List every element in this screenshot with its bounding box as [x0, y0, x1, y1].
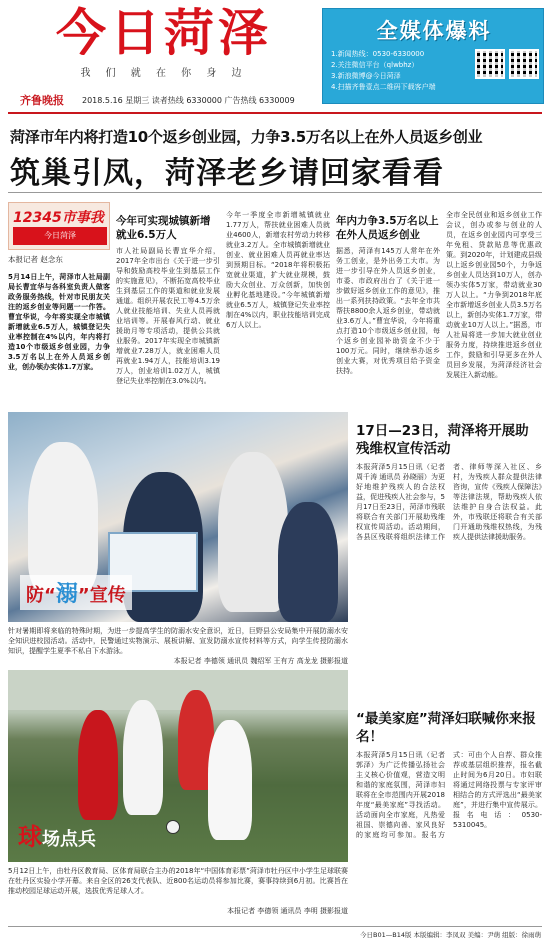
divider: [8, 112, 542, 114]
photo-title-part: 场点兵: [42, 829, 96, 850]
story-column: 今年一季度全市新增城镇就业1.77万人，帮扶就业困难人员就业4600人，新增农村劳动力转移就业3.2万人。全市城镇新增就业创业、就业困难人员再就业率达到预期目标。“2018年将积极拓宽就业渠道，扩大就业规模，鼓励大众创业、万众创新，加快创业孵化基地建设。”今年城镇新增就业6.5万人，城镇登记失业率控制在4%以内，职业技能培训完成6万人以上。: [226, 211, 330, 329]
photo-figure: [28, 442, 98, 592]
media-item: 3.新浪微博@今日菏泽: [331, 72, 401, 80]
media-item: 2.关注微信平台（qlwbhz）: [331, 61, 419, 69]
masthead: [0, 0, 550, 112]
newspaper-slogan: 我 们 就 在 你 身 边: [80, 68, 248, 79]
photo-figure: [78, 710, 118, 820]
main-headline: 筑巢引凤，菏泽老乡请回家看看: [10, 156, 444, 191]
photo-anti-drowning: [8, 412, 348, 622]
photo-title: [20, 575, 132, 610]
qr-code-icon: [475, 49, 505, 79]
media-item: 1.新闻热线：0530-6330000: [331, 50, 425, 58]
qr-code-icon: [509, 49, 539, 79]
photo-title-highlight: 球: [18, 823, 42, 851]
photo-background: [8, 670, 348, 710]
story-column: 据悉，菏泽有145万人常年在外务工创业，是外出务工大市。为进一步引导在外人员返乡创业，市委、市政府出台了《关于进一步做好返乡创业工作的意见》，推出一系列扶持政策。“去年全市共帮扶8800余人返乡创业，带动就业3.6万人。”曹宜华说，今年将重点打造10个市级返乡创业园，每个返乡创业园补助资金不少于100万元。同时，继续举办返乡创业大赛，对优秀项目给予资金扶持。: [336, 247, 440, 375]
story-column: 全市全民创业和返乡创业工作会议，创办或参与创业的人员，在返乡创业园内可享受三年免租、贷款贴息等优惠政策。到2020年，计划建成县级以上返乡创业园50个，力争返乡创业人员达到10万人，创办领办实体5万家，带动就业30万人以上。“力争到2018年底全市新增返乡创业人员3.5万名以上，新创办实体1.7万家，带动就业10万人以上。”据悉，市人社局将进一步加大就业创业服务力度，持续推进返乡创业工作，鼓励和引导更多在外人员回乡发展，为菏泽经济社会发展注入新动能。: [446, 211, 542, 379]
issue-info: 2018.5.16 星期三 读者热线 6330000 广告热线 6330009: [82, 96, 295, 105]
byline: 本报记者 赵念东: [8, 255, 63, 264]
page-footer: 今日B01—B14版 本版编辑：李凤双 美编：尹萌 组版：徐雨萌: [360, 931, 542, 939]
headline-kicker: 菏泽市年内将打造10个返乡创业园，力争3.5万名以上在外人员返乡创业: [10, 128, 483, 146]
story-body: 本报菏泽5月15日讯（记者 周千涛 通讯员 孙晓丽）为更好地维护残疾人的合法权益，促进残疾人社会参与，5月17日至23日，菏泽市残联将联合有关部门开展助残维权宣传周活动。活动期间，各县区残联将组织法律工作者、律师等深入社区、乡村，为残疾人群众提供法律咨询，宣传《残疾人保障法》等法律法规，帮助残疾人依法维护自身合法权益。此外，市残联还将联合有关部门开通助残维权热线，为残疾人提供法律援助服务。: [356, 463, 542, 541]
divider: [8, 926, 542, 927]
story-subhead: 年内力争3.5万名以上在外人员返乡创业: [336, 215, 439, 241]
media-box-title: 全媒体爆料: [376, 19, 492, 43]
photo-caption: 针对暑期即将来临的特殊时期，为进一步提高学生的防溺水安全意识，近日，巨野县公安局集中开展防溺水安全知识进校园活动。活动中，民警通过实物演示、展板讲解、宣发防溺水宣传材料等方式，向学生传授防溺水知识，提醒学生夏季不私自下水游泳。: [8, 627, 348, 655]
story-subhead: 今年可实现城镇新增就业6.5万人: [116, 215, 211, 241]
hotline-sub: 今日菏泽: [13, 227, 107, 245]
photo-caption: 5月12日上午，由牡丹区教育局、区体育局联合主办的2018年“中国体育彩票”菏泽市牡丹区中小学生足球联赛在牡丹区实验小学开幕。来自全区的26支代表队、近800名运动员将参加比赛，赛事持续到6月初。比赛旨在推动校园足球运动开展，选拔优秀足球人才。: [8, 867, 348, 895]
photo-figure: [123, 700, 163, 815]
story-headline: “最美家庭”菏泽妇联喊你来报名！: [356, 711, 536, 745]
photo-figure: [278, 502, 338, 622]
photo-title-highlight: 溺: [55, 582, 78, 607]
story-lead-paragraph: 5月14日上午，菏泽市人社局副局长曹宜华与各科室负责人做客政务服务热线，针对市民朋友关注的返乡创业等问题一一作答。曹宜华说，今年将实现全市城镇新增就业6.5万人，城镇登记失业率控制在4%以内，年内将打造10个市级返乡创业园，力争3.5万名以上在外人员返乡创业，创办领办实体1.7万家。: [8, 273, 110, 371]
photo-credit: 本报记者 李德领 通讯员 李明 摄影报道: [227, 907, 348, 915]
media-item: 4.扫描齐鲁壹点二维码下载客户端: [331, 83, 436, 91]
newspaper-title: 今日菏泽: [56, 4, 272, 62]
photo-title-part: 防“: [26, 585, 56, 606]
photo-figure: [208, 720, 252, 840]
story-headline: 17日—23日，菏泽将开展助残维权宣传活动: [356, 423, 529, 457]
media-box-list: [331, 49, 471, 93]
brand-logo-text: 齐鲁晚报: [20, 94, 64, 107]
photo-football: [8, 670, 348, 862]
media-tipoff-box: [322, 8, 544, 104]
story-body: 本报菏泽5月15日讯（记者 郭泽）为广泛传播弘扬社会主义核心价值观，营造文明和谐的家庭氛围，菏泽市妇联将在全市范围内开展2018年度“最美家庭”寻找活动。活动面向全市家庭，凡热爱祖国、崇德向善、家风良好的家庭均可参加。报名方式：可由个人自荐、群众推荐或基层组织推荐，报名截止时间为6月20日。市妇联将通过网络投票与专家评审相结合的方式评选出“最美家庭”，并进行集中宣传展示。报名电话：0530-5310045。: [356, 751, 542, 839]
football-icon: [166, 820, 180, 834]
hotline-badge: [8, 202, 110, 250]
photo-credit: 本报记者 李德领 通讯员 魏绍军 王有方 高龙龙 摄影报道: [173, 657, 348, 665]
photo-title-part: ”宣传: [77, 585, 126, 606]
divider: [8, 192, 542, 193]
photo-title: [18, 817, 96, 852]
story-column: 市人社局副局长曹宜华介绍，2017年全市出台《关于进一步引导和鼓励高校毕业生到基层工作的实施意见》，不断拓宽高校毕业生到基层工作的渠道和就业发展通道。组织开展农民工等4.5万余人就业技能培训、失业人员再就业培训等。开展春风行动、就业援助月等专项活动，提供公共就业服务。2017年实现全市城镇新增就业7.28万人，就业困难人员再就业1.94万人，技能培训3.19万人，创业培训1.02万人，城镇登记失业率控制在3.0%以内。: [116, 247, 220, 385]
hotline-number: 12345市事我: [13, 210, 104, 226]
